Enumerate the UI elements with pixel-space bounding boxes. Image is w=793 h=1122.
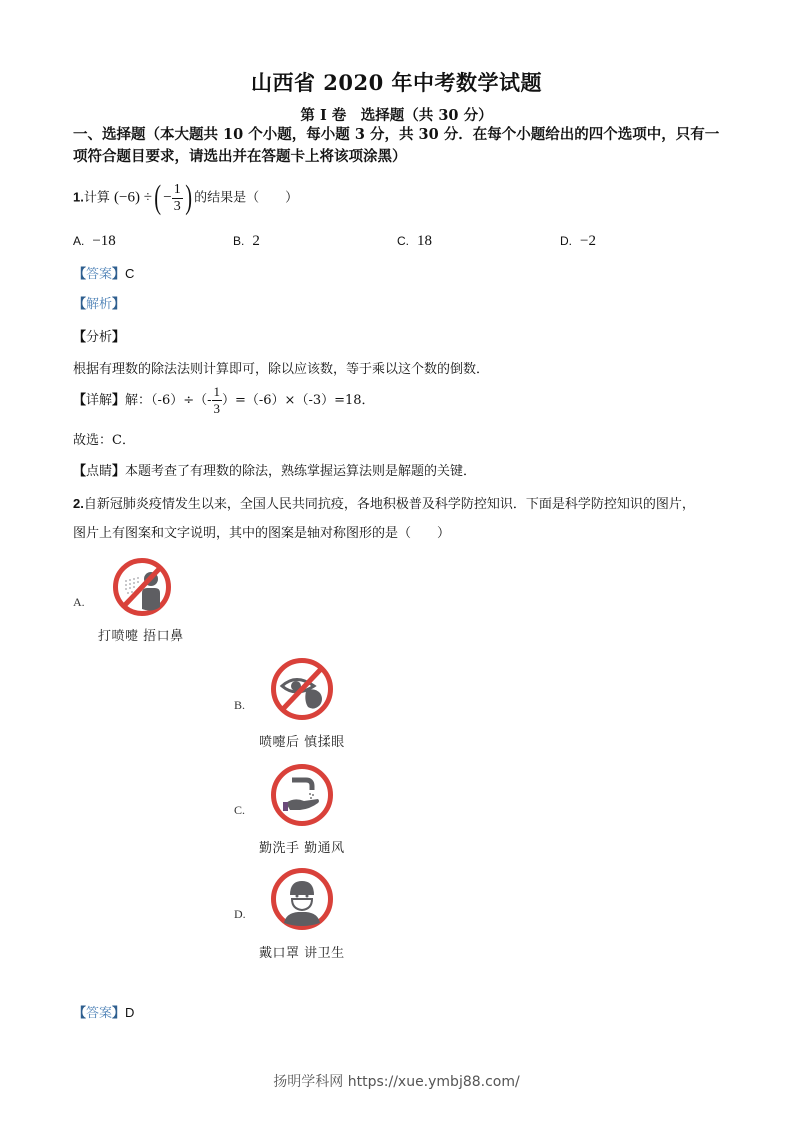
option-d: [560, 233, 596, 250]
option-b-caption: 喷嚏后 慎揉眼: [259, 735, 345, 750]
option-a: [73, 233, 116, 250]
bracket-close: 】: [112, 464, 126, 479]
option-letter: C.: [397, 234, 409, 248]
question-2-line-2: 图片上有图案和文字说明，其中的图案是轴对称图形的是（ ）: [73, 526, 451, 541]
answer-value: C: [125, 266, 135, 281]
bracket-open: 【: [73, 1006, 87, 1021]
wear-mask-icon: [270, 867, 334, 931]
denominator: 3: [173, 198, 181, 214]
bracket-close: 】: [112, 330, 126, 345]
question-number: 2.: [73, 496, 84, 511]
question-number: 1.: [73, 189, 84, 205]
option-c-letter: C.: [234, 803, 246, 817]
option-a-caption: 打喷嚏 捂口鼻: [98, 629, 184, 644]
option-value: −2: [580, 233, 596, 249]
detail-post: ）=（-6）×（-3）=18．: [222, 393, 375, 408]
no-sneeze-icon: [112, 557, 172, 617]
footer-watermark: 扬明学科网 https://xue.ymbj88.com/: [273, 1074, 520, 1090]
detail-pre: 解：（-6）÷（-: [125, 393, 212, 408]
option-d-letter: D.: [234, 907, 246, 921]
option-letter: D.: [560, 234, 572, 248]
option-d-caption: 戴口罩 讲卫生: [259, 946, 345, 961]
choose-line: 故选：C．: [73, 433, 135, 448]
comment-label: 点睛: [86, 464, 113, 479]
detail-label: 详解: [86, 393, 113, 408]
answer-line-q2: [73, 1003, 134, 1024]
question-suffix: 的结果是（ ）: [194, 190, 299, 206]
option-b-letter: B.: [234, 698, 246, 712]
fenxi-tag-q1: [73, 328, 125, 348]
question-2-line-1: [73, 494, 733, 515]
bracket-close: 】: [112, 1006, 126, 1021]
bracket-close: 】: [112, 393, 126, 408]
wash-hands-icon: [270, 763, 334, 827]
option-b: [233, 233, 260, 250]
comment-text: 本题考查了有理数的除法，熟练掌握运算法则是解题的关键．: [125, 464, 477, 479]
numerator: 1: [213, 384, 220, 399]
option-value: 2: [252, 233, 260, 249]
question-prefix: 计算: [83, 190, 110, 206]
option-value: −18: [92, 233, 116, 249]
no-rub-eye-icon: [270, 657, 334, 721]
analysis-label: 解析: [86, 297, 113, 312]
detail-line-q1: [73, 384, 375, 417]
analysis-tag-q1: [73, 295, 125, 315]
fenxi-label: 分析: [86, 330, 113, 345]
question-1-stem: [73, 180, 298, 216]
option-c-caption: 勤洗手 勤通风: [259, 841, 345, 856]
bracket-close: 】: [112, 267, 126, 282]
bracket-open: 【: [73, 297, 87, 312]
answer-value: D: [125, 1005, 135, 1020]
comment-line-q1: [73, 462, 476, 482]
frac-sign: −: [163, 189, 172, 206]
option-a-letter: A.: [73, 595, 85, 609]
document-subtitle: 第 I 卷 选择题（共 30 分）: [300, 107, 493, 124]
option-letter: B.: [233, 234, 245, 248]
option-letter: A.: [73, 234, 85, 248]
option-c: [397, 233, 432, 250]
fenxi-text: 根据有理数的除法法则计算即可，除以应该数，等于乘以这个数的倒数．: [73, 362, 490, 377]
answer-tag: 答案: [86, 1006, 113, 1021]
bracket-open: 【: [73, 393, 87, 408]
answer-line-q1: [73, 264, 134, 285]
math-expression-left: (−6) ÷: [114, 189, 152, 206]
bracket-open: 【: [73, 464, 87, 479]
bracket-open: 【: [73, 267, 87, 282]
right-paren: ): [185, 179, 192, 216]
document-title: 山西省 2020 年中考数学试题: [250, 70, 543, 95]
fraction: [172, 182, 183, 215]
option-value: 18: [417, 233, 432, 249]
left-paren: (: [154, 179, 161, 216]
denominator: 3: [213, 401, 220, 416]
section-heading: 一、选择题（本大题共 10 个小题，每小题 3 分，共 30 分．在每个小题给出的四个选项中，只有一项符合题目要求，请选出并在答题卡上将该项涂黑）: [73, 126, 720, 165]
answer-tag: 答案: [86, 267, 113, 282]
detail-fraction: [212, 384, 223, 417]
numerator: 1: [173, 181, 181, 197]
question-text: 自新冠肺炎疫情发生以来，全国人民共同抗疫，各地积极普及科学防控知识．下面是科学防控知识的图片，: [83, 497, 695, 512]
bracket-close: 】: [112, 297, 126, 312]
bracket-open: 【: [73, 330, 87, 345]
